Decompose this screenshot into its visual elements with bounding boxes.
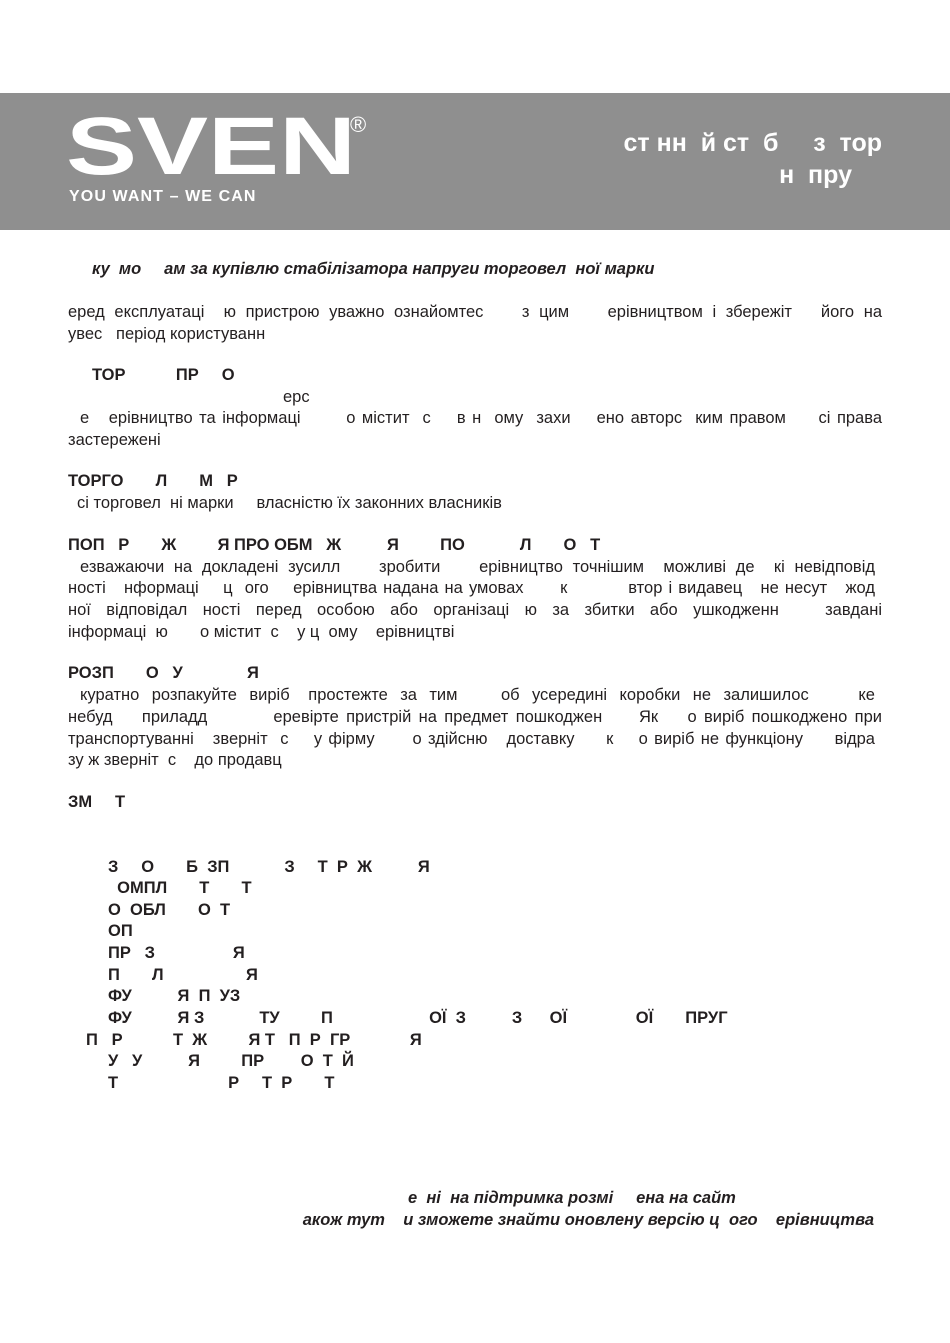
trademarks-heading: ТОРГО Л М Р — [68, 472, 238, 490]
disclaimer-line-2: ності нформаці ц ого ерівництва надана на умовах к втор і видавец не несут жод — [68, 579, 875, 597]
toc-item: З О Б ЗП З Т Р Ж Я — [108, 858, 430, 876]
toc-item: ПР З Я — [108, 944, 245, 962]
toc-item: П Р Т Ж Я Т П Р ГР Я — [86, 1031, 422, 1049]
toc-item: ОМПЛ Т Т — [108, 879, 252, 897]
document-title-line-1: ст нн й ст б з тор — [623, 129, 882, 157]
copyright-line-1: е ерівництво та інформаці о містит с в н ому захи ено авторс ким правом сі права — [80, 409, 882, 427]
copyright-line-2: застережені — [68, 431, 161, 449]
intro-line-1: еред експлуатаці ю пристрою уважно ознайомтес з цим ерівництвом і збережіт його на — [68, 303, 882, 321]
disclaimer-line-4: інформаці ю о містит с у ц ому ерівництві — [68, 623, 455, 641]
sven-logo — [66, 112, 356, 176]
toc-item: О ОБЛ О Т — [108, 901, 231, 919]
copyright-heading: ТОР ПР О — [92, 366, 235, 384]
thanks-text: ку мо ам за купівлю стабілізатора напруги торговел ної марки — [92, 260, 655, 278]
document-title-line-2: н пру — [779, 161, 852, 189]
unpacking-line-4: зу ж зверніт с до продавц — [68, 751, 282, 769]
intro-line-2: увес період користуванн — [68, 325, 266, 343]
toc-item: ОП — [108, 922, 133, 940]
disclaimer-heading: ПОП Р Ж Я ПРО ОБМ Ж Я ПО Л О Т — [68, 536, 601, 554]
registered-mark: ® — [350, 112, 367, 137]
unpacking-line-2: небуд приладд еревірте пристрій на предмет пошкоджен Як о виріб пошкоджено при — [68, 708, 882, 726]
toc-item: ФУ Я З ТУ П ОЇ З З ОЇ ОЇ ПРУГ — [108, 1009, 728, 1027]
contents-heading: ЗМ Т — [68, 793, 126, 811]
disclaimer-line-3: ної відповідал ності перед особою або організаці ю за збитки або ушкодженн завдані — [68, 601, 882, 619]
footer-update-line: акож тут и зможете знайти оновлену версію ц ого ерівництва — [302, 1211, 874, 1229]
svg-text:SVEN: SVEN — [66, 112, 356, 176]
toc-item: Т Р Т Р Т — [108, 1074, 335, 1092]
footer-support-line: е ні на підтримка розмі ена на сайт — [408, 1189, 736, 1207]
unpacking-line-1: куратно розпакуйте виріб простежте за тим об усередині коробки не залишилос ке — [80, 686, 875, 704]
version-label: ерс — [283, 388, 310, 406]
toc-item: У У Я ПР О Т Й — [108, 1052, 354, 1070]
toc-item: П Л Я — [108, 966, 258, 984]
unpacking-heading: РОЗП О У Я — [68, 664, 259, 682]
unpacking-line-3: транспортуванні зверніт с у фірму о здійсню доставку к о виріб не функціону відра — [68, 730, 875, 748]
disclaimer-line-1: езважаючи на докладені зусилл зробити ерівництво точнішим можливі де кі невідповід — [80, 558, 875, 576]
brand-slogan: YOU WANT – WE CAN — [69, 188, 257, 205]
toc-item: ФУ Я П УЗ — [108, 987, 241, 1005]
trademarks-line-1: сі торговел ні марки власністю їх законних власників — [77, 494, 502, 512]
